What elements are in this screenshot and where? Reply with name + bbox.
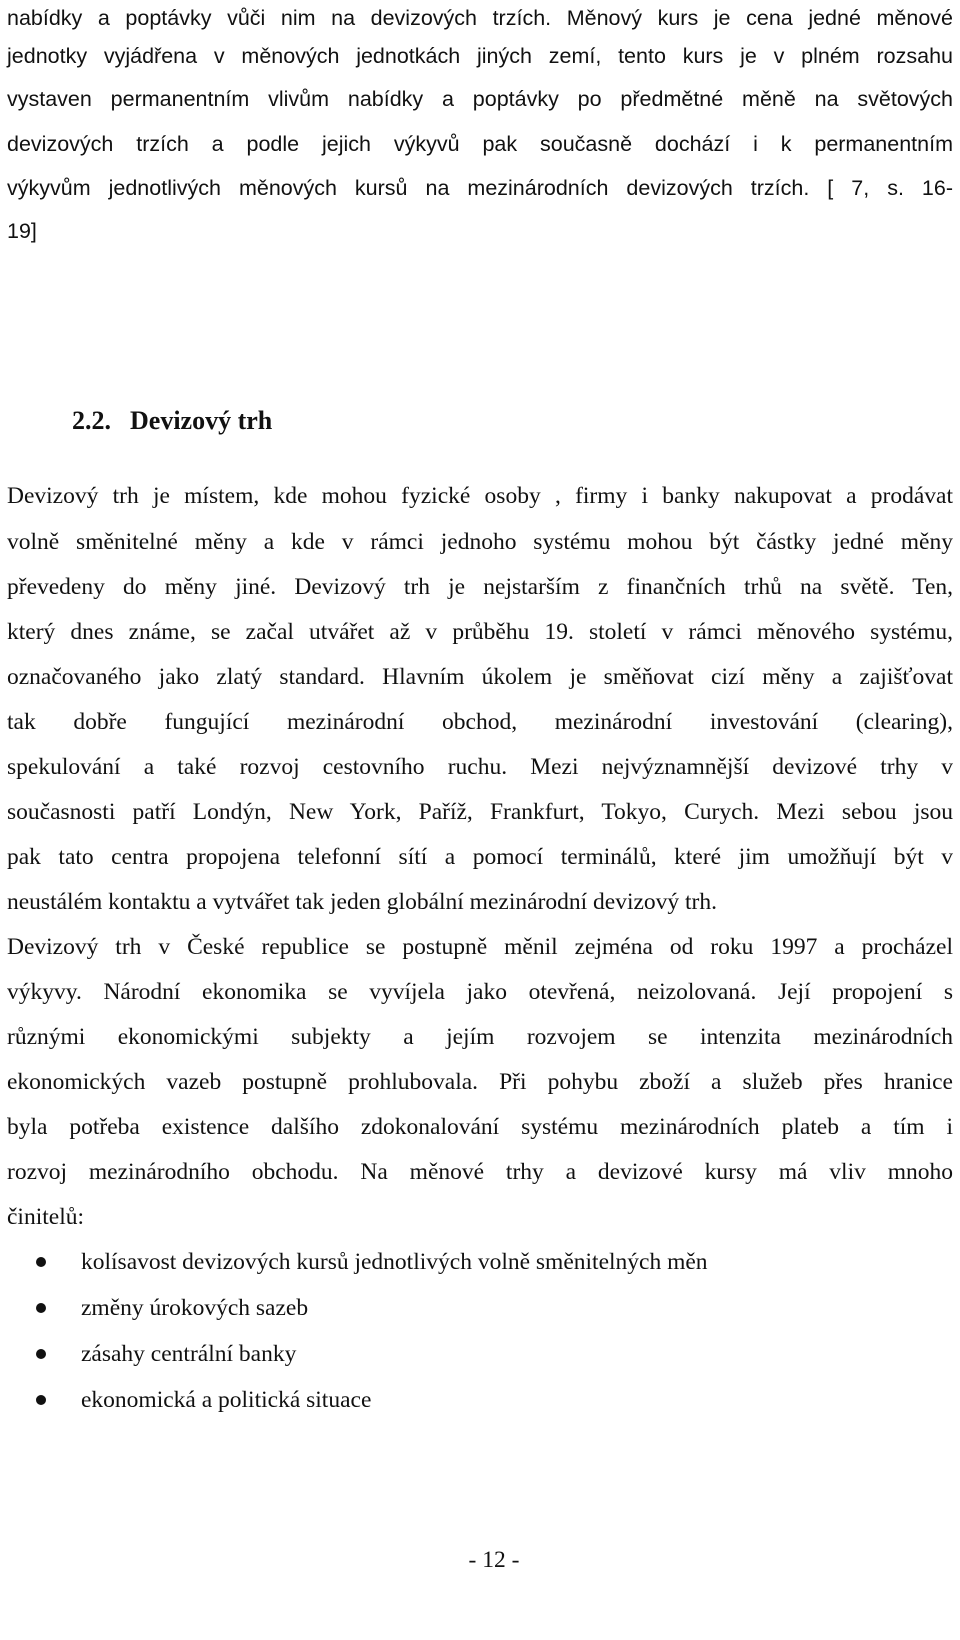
body-line: spekulování a také rozvoj cestovního ruchu. Mezi nejvýznamnější devizové trhy v: [7, 754, 953, 780]
body-line: činitelů:: [7, 1204, 85, 1230]
intro-line: výkyvům jednotlivých měnových kursů na mezinárodních devizových trzích. [ 7, s. 16-: [7, 176, 953, 200]
intro-line: 19]: [7, 219, 37, 243]
section-number: 2.2.: [72, 406, 111, 435]
body-line: tak dobře fungující mezinárodní obchod, mezinárodní investování (clearing),: [7, 709, 953, 735]
page-number: - 12 -: [468, 1547, 520, 1573]
intro-line: devizových trzích a podle jejich výkyvů pak současně dochází i k permanentním: [7, 132, 953, 156]
body-line: označovaného jako zlatý standard. Hlavním úkolem je směňovat cizí měny a zajišťovat: [7, 664, 953, 690]
body-line: který dnes známe, se začal utvářet až v průběhu 19. století v rámci měnového systému,: [7, 619, 953, 645]
section-title: Devizový trh: [130, 406, 273, 435]
body-line: současnosti patří Londýn, New York, Paříž, Frankfurt, Tokyo, Curych. Mezi sebou jsou: [7, 799, 953, 825]
body-line: volně směnitelné měny a kde v rámci jednoho systému mohou být částky jedné měny: [7, 529, 953, 555]
list-item-text: změny úrokových sazeb: [81, 1295, 309, 1321]
bullet-icon: [36, 1349, 46, 1359]
list-item-text: kolísavost devizových kursů jednotlivých volně směnitelných měn: [81, 1249, 708, 1275]
intro-line: jednotky vyjádřena v měnových jednotkách jiných zemí, tento kurs je v plném rozsahu: [7, 44, 953, 68]
body-line: pak tato centra propojena telefonní sítí a pomocí terminálů, které jim umožňují být v: [7, 844, 953, 870]
body-line: různými ekonomickými subjekty a jejím rozvojem se intenzita mezinárodních: [7, 1024, 953, 1050]
list-item-text: ekonomická a politická situace: [81, 1387, 372, 1413]
section-heading: [72, 404, 272, 438]
intro-line: vystaven permanentním vlivům nabídky a poptávky po předmětné měně na světových: [7, 87, 953, 111]
body-line: Devizový trh je místem, kde mohou fyzické osoby , firmy i banky nakupovat a prodávat: [7, 483, 953, 509]
bullet-icon: [36, 1257, 46, 1267]
body-line: rozvoj mezinárodního obchodu. Na měnové trhy a devizové kursy má vliv mnoho: [7, 1159, 953, 1185]
body-line: byla potřeba existence dalšího zdokonalování systému mezinárodních plateb a tím i: [7, 1114, 953, 1140]
body-line: Devizový trh v České republice se postupně měnil zejména od roku 1997 a procházel: [7, 934, 953, 960]
list-item-text: zásahy centrální banky: [81, 1341, 297, 1367]
body-line: výkyvy. Národní ekonomika se vyvíjela jako otevřená, neizolovaná. Její propojení s: [7, 979, 953, 1005]
body-line: převedeny do měny jiné. Devizový trh je nejstarším z finančních trhů na světě. Ten,: [7, 574, 953, 600]
intro-line: nabídky a poptávky vůči nim na devizových trzích. Měnový kurs je cena jedné měnové: [7, 6, 953, 30]
bullet-icon: [36, 1395, 46, 1405]
bullet-icon: [36, 1303, 46, 1313]
body-line: neustálém kontaktu a vytvářet tak jeden globální mezinárodní devizový trh.: [7, 889, 718, 915]
body-line: ekonomických vazeb postupně prohlubovala. Při pohybu zboží a služeb přes hranice: [7, 1069, 953, 1095]
